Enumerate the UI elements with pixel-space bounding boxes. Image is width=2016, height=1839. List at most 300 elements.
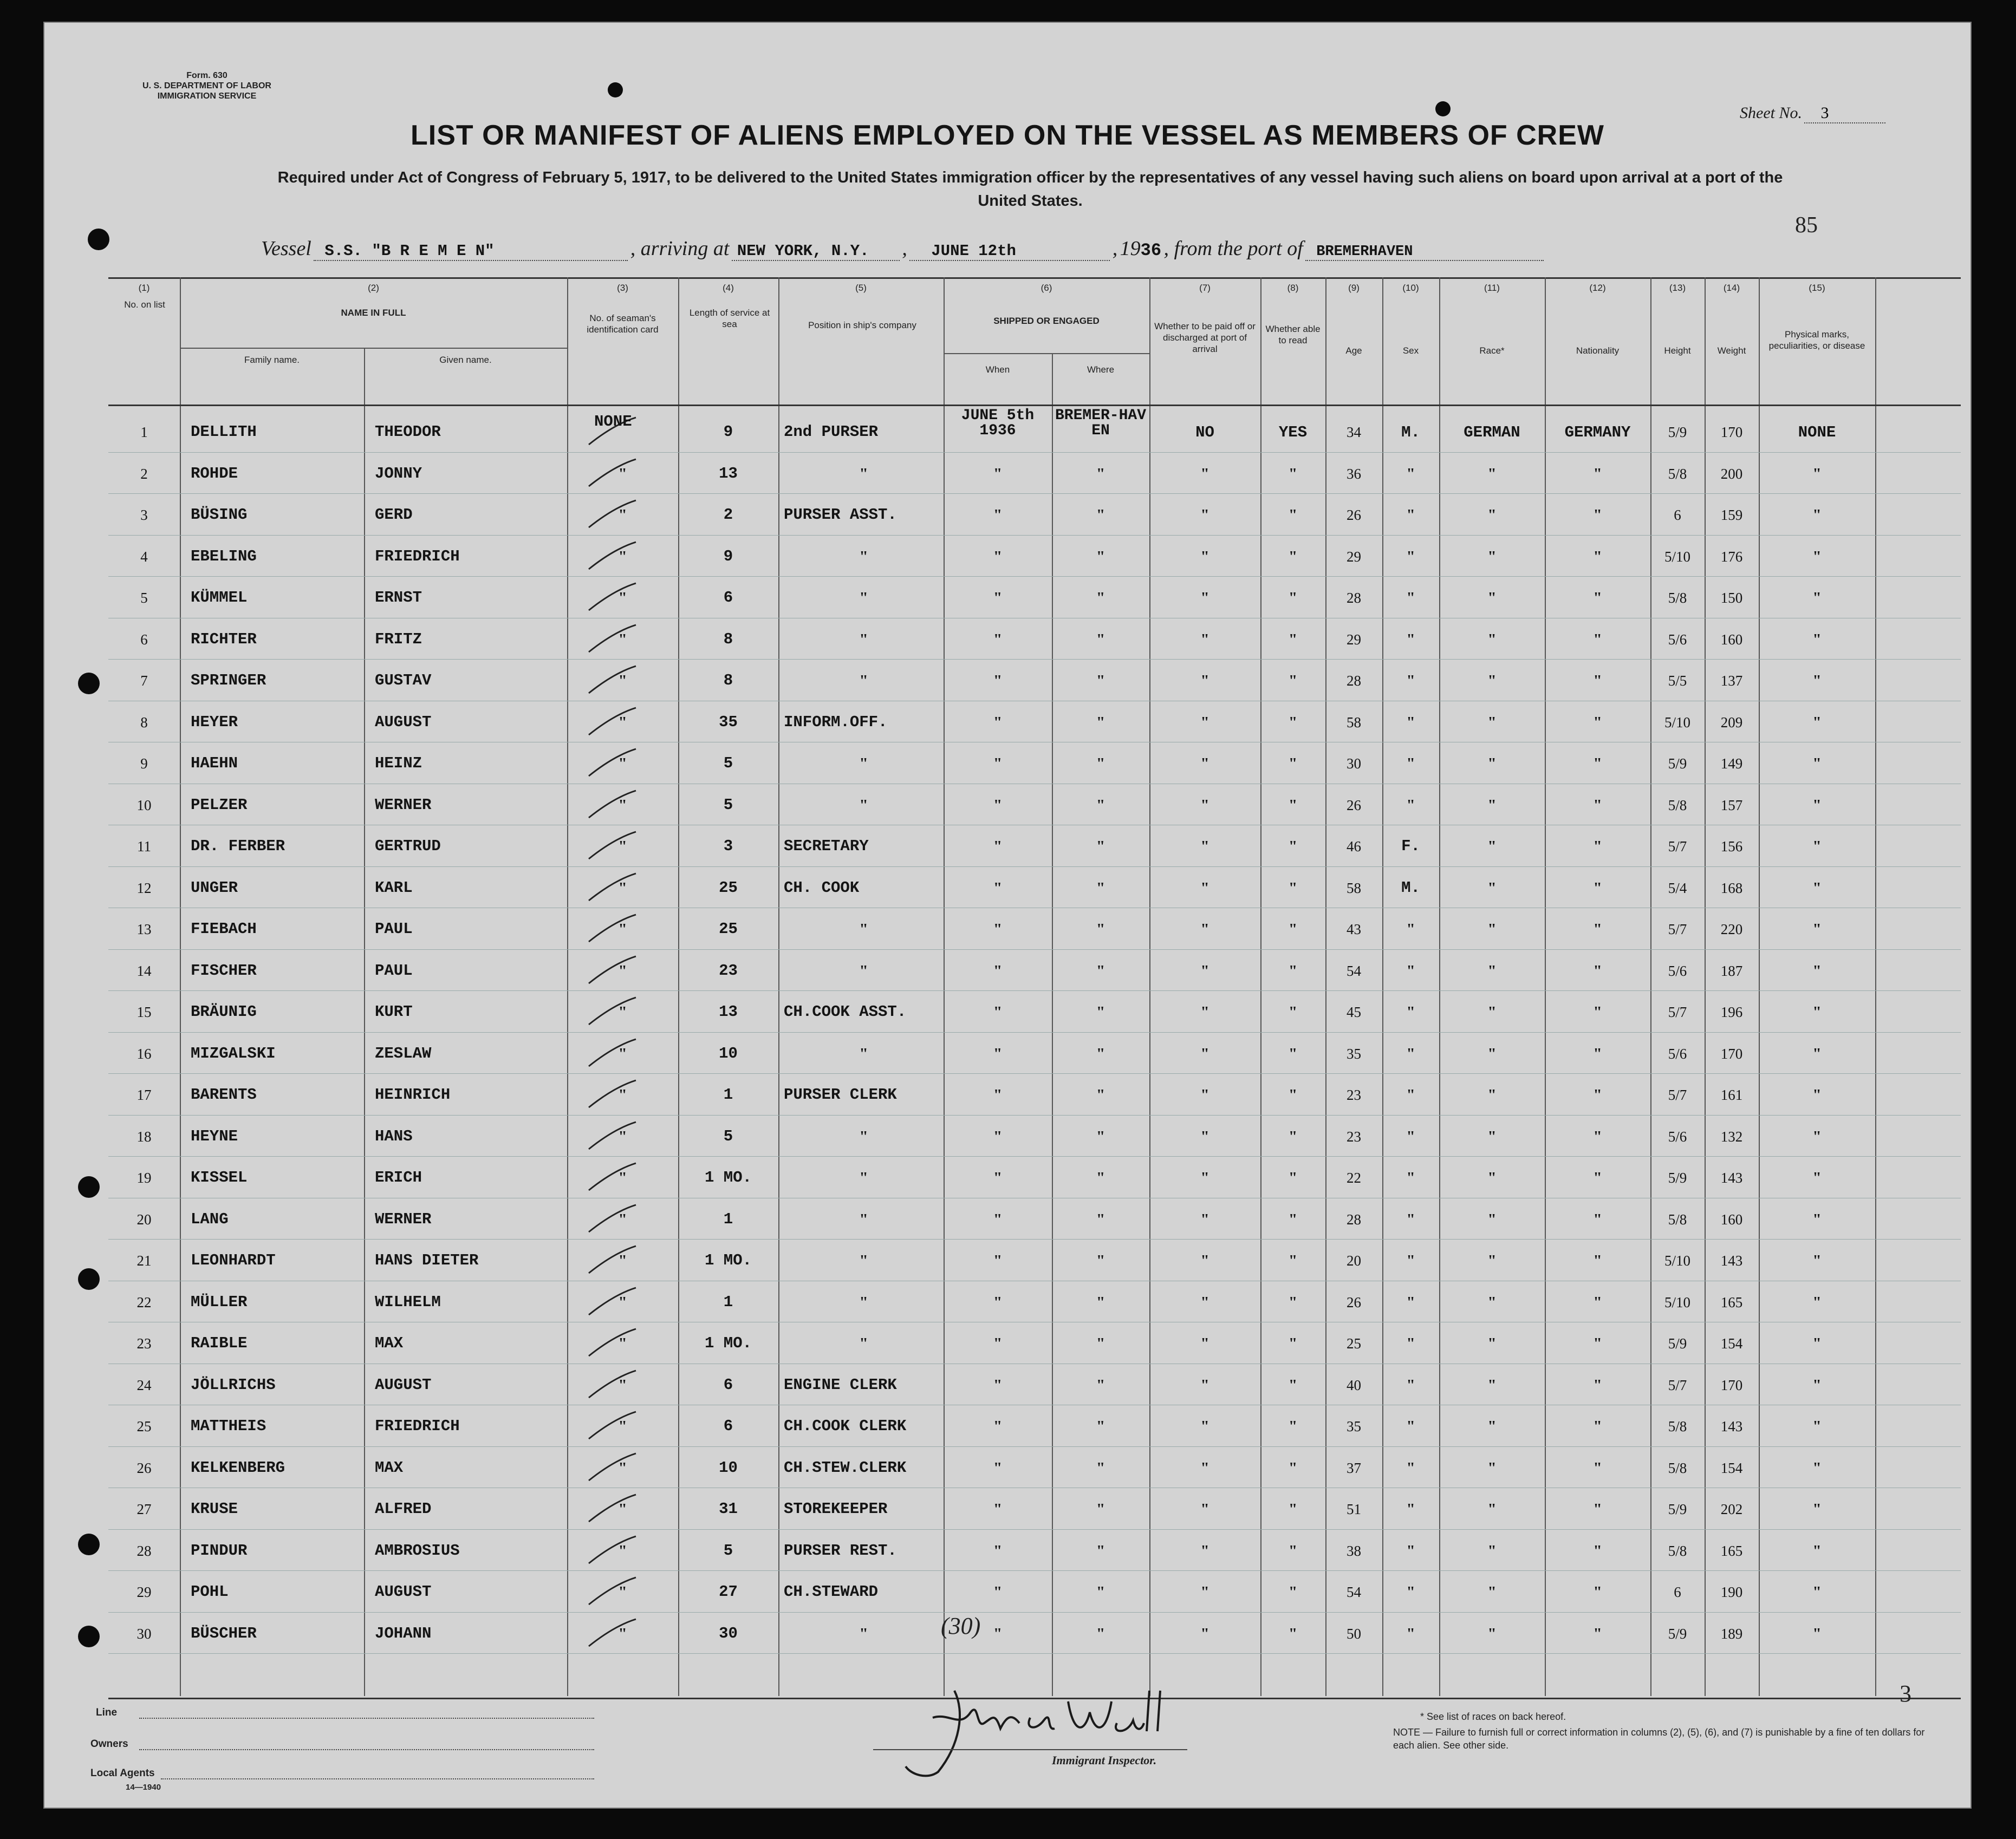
ditto-mark: " (1096, 879, 1105, 897)
cell-age: 26 (1347, 1294, 1361, 1310)
table-row (44, 1033, 1897, 1074)
ditto-mark: " (993, 1169, 1003, 1186)
cell-weight: 160 (1720, 631, 1743, 648)
ditto-mark: " (1200, 1376, 1209, 1394)
ditto-mark: " (1406, 1418, 1415, 1435)
check-mark (586, 1285, 640, 1318)
ditto-mark: " (1288, 1501, 1298, 1518)
ditto-mark: " (618, 1252, 627, 1269)
cell-position: " (859, 1169, 868, 1186)
cell-service: 35 (719, 713, 738, 731)
ditto-mark: " (1487, 755, 1497, 772)
ditto-mark: " (1487, 1583, 1497, 1601)
ditto-mark: " (1406, 962, 1415, 980)
ditto-mark: " (1406, 1625, 1415, 1642)
ditto-mark: " (1593, 465, 1602, 482)
ditto-mark: " (1096, 672, 1105, 689)
table-row (44, 1323, 1897, 1364)
ditto-mark: " (1200, 1045, 1209, 1062)
cell-given: HEINRICH (375, 1086, 451, 1104)
ditto-mark: " (1200, 879, 1209, 897)
ditto-mark: " (1200, 547, 1209, 565)
ditto-mark: " (1200, 838, 1209, 855)
cell-height: 5/8 (1668, 465, 1687, 482)
vessel-line: Vessel S.S. "B R E M E N" , arriving at NEW YORK, N.Y. , JUNE 12th , 1936 , from the port of BREMERHAVEN (261, 237, 1886, 269)
ditto-mark: " (1487, 1086, 1497, 1104)
ditto-mark: " (1406, 547, 1415, 565)
ditto-mark: " (993, 838, 1003, 855)
ditto-mark: " (618, 1169, 627, 1186)
ditto-mark: " (1593, 1459, 1602, 1477)
ditto-mark: " (1200, 672, 1209, 689)
check-mark (586, 1119, 640, 1152)
cell-weight: 132 (1720, 1128, 1743, 1145)
manifest-sheet: Form. 630 U. S. DEPARTMENT OF LABOR IMMIGRATION SERVICE Sheet No. 3 LIST OR MANIFEST OF ALIENS EMPLOYED ON THE VESSEL AS MEMBERS OF CREW Required under Act of Congress of February 5, 1917, to be delivered to the United States immigration officer by the representatives of any vessel having such aliens on board upon arrival at a port of the United States. 85 Vessel S.S. "B R E M E N" , arriving at NEW YORK, N.Y. , JUNE 12th , 1936 , from the port of BREMERHAVEN (1) (2) (3) (4) (5) (6) (7) (8) (9) (10) (11) (12) (13) (14) (15) No. on list NAME IN FULL Family name. Given name. No. of seaman's identification card Length of service at sea Position in ship's company SHIPPED OR ENGAGED When Where Whether to be paid off or discharged at port of arrival Whether able to read Age Sex Race* Nationality Height Weight Physical marks, peculiarities, or disease 1 DELLITH THEODOR 9 2nd PURSER 34 5/9 170 2 ROHDE JONNY 13 " 36 5/8 200 " " " " " " " " " 3 BÜSING GERD 2 PURSER ASST. 26 6 159 " " " " " " " " " 4 EBELING FRIEDRICH 9 " 29 5/10 176 " " " " " " " " " 5 KÜMMEL ERNST 6 " 28 5/8 150 " " " " " " " " " 6 RICHTER FRITZ 8 " 29 5/6 160 " " " " " " " " " 7 SPRINGER GUSTAV 8 " 28 5/5 137 " " " " " " " " " 8 HEYER AUGUST 35 INFORM.OFF. 58 5/10 209 " " " " " " " " " 9 HAEHN HEINZ 5 " 30 5/9 149 " " " " " " " " " 10 PELZER WERNER 5 " 26 5/8 157 " " " " " " " " " 11 DR. FERBER GERTRUD 3 SECRETARY 46 F. 5/7 156 " " " " " " " " 12 UNGER KARL 25 CH. COOK 58 M. 5/4 168 " " " " " " " " 13 FIEBACH PAUL 25 " 43 5/7 220 " " " " " " " " " 14 FISCHER PAUL 23 " 54 5/6 187 " " " " " " " " " 15 BRÄUNIG KURT 13 CH.COOK ASST. 45 5/7 196 " " " " " " " " " 16 MIZGALSKI ZESLAW 10 " 35 5/6 170 " " " " " " " " " 17 BARENTS HEINRICH 1 PURSER CLERK 23 5/7 161 " " " " " " " " " 18 HEYNE HANS 5 " 23 5/6 132 " " " " " " " " " 19 KISSEL ERICH 1 MO. " 22 5/9 143 " " " " " " " " " 20 LANG WERNER 1 " 28 5/8 160 " " " " " " " " " 21 LEONHARDT HANS DIETER 1 MO. " 20 5/10 143 " " " " " " " " " 22 MÜLLER WILHELM 1 " 26 5/10 165 " " " " " " " " " 23 RAIBLE MAX 1 MO. " 25 5/9 154 " " " " " " " " " 24 JÖLLRICHS AUGUST 6 ENGINE CLERK 40 5/7 170 " " " " " " " " " 25 MATTHEIS FRIEDRICH 6 CH.COOK CLERK 35 5/8 143 " " " " " " " " " 26 KELKENBERG MAX 10 CH.STEW.CLERK 37 5/8 154 " " " " " " " " " 27 KRUSE ALFRED 31 STOREKEEPER 51 5/9 202 " " " " " " " " " 28 PINDUR AMBROSIUS 5 PURSER REST. 38 5/8 165 " " " " " " " " " 29 POHL AUGUST 27 CH.STEWARD 54 6 190 " " " " " " " " " 30 BÜSCHER JOHANN 30 " 50 5/9 189 " " " " " " " " " NONE JUNE 5th 1936 BREMER-HAVEN NO YES M. GERMAN GERMANY NONE (30) Line Owners Local Agents 14—1940 Immigrant Inspector. * See list of races on back hereof. NOTE — Failure to furnish full or correct information in columns (2), (5), (6), and (7) is punishable by a fine of ten dollars for each alien. See other side. 3 (43, 22, 1972, 1809)
cell-given: JONNY (375, 464, 422, 482)
row1-race: GERMAN (1464, 423, 1520, 441)
ditto-mark: " (618, 1335, 627, 1352)
ditto-mark: " (1288, 1625, 1298, 1642)
col-able-read: Whether able to read (1265, 324, 1321, 345)
cell-service: 30 (719, 1624, 738, 1642)
cell-age: 26 (1347, 507, 1361, 523)
ditto-mark: " (1812, 1086, 1822, 1104)
ditto-mark: " (1288, 672, 1298, 689)
ditto-mark: " (1812, 465, 1822, 482)
ditto-mark: " (1096, 1045, 1105, 1062)
cell-family: FIEBACH (191, 920, 257, 938)
ditto-mark: " (993, 1252, 1003, 1269)
ditto-mark: " (1096, 1542, 1105, 1560)
ditto-mark: " (618, 1418, 627, 1435)
cell-family: KISSEL (191, 1169, 248, 1186)
ditto-mark: " (993, 589, 1003, 607)
cell-n: 26 (136, 1459, 152, 1476)
ditto-mark: " (1288, 1003, 1298, 1021)
cell-position: " (859, 962, 868, 980)
cell-weight: 157 (1720, 797, 1743, 813)
ditto-mark: " (1593, 1210, 1602, 1228)
ditto-mark: " (993, 879, 1003, 897)
ditto-mark: " (1812, 838, 1822, 855)
ditto-mark: " (1200, 1542, 1209, 1560)
ditto-mark: " (618, 1003, 627, 1021)
cell-position: " (859, 1625, 868, 1642)
cell-height: 5/7 (1668, 1087, 1687, 1103)
ditto-mark: " (993, 1335, 1003, 1352)
cell-height: 5/8 (1668, 797, 1687, 813)
cell-position: " (859, 1335, 868, 1352)
ditto-mark: " (993, 506, 1003, 524)
ditto-mark: " (1200, 1252, 1209, 1269)
ditto-mark: " (1096, 630, 1105, 648)
row1-nationality: GERMANY (1564, 423, 1631, 441)
cell-service: 1 (723, 1210, 733, 1228)
cell-given: FRIEDRICH (375, 1417, 460, 1435)
ditto-mark: " (618, 1583, 627, 1601)
ditto-mark: " (1096, 506, 1105, 524)
ditto-mark: " (1096, 1210, 1105, 1228)
ditto-mark: " (1487, 921, 1497, 938)
ditto-mark: " (1593, 506, 1602, 524)
ditto-mark: " (1406, 1501, 1415, 1518)
cell-given: PAUL (375, 920, 413, 938)
cell-height: 5/9 (1668, 755, 1687, 772)
cell-family: MIZGALSKI (191, 1044, 276, 1062)
cell-weight: 220 (1720, 921, 1743, 937)
check-mark (586, 457, 640, 489)
cell-position: CH.COOK ASST. (784, 1003, 907, 1021)
handwritten-page-number: 85 (1795, 213, 1818, 238)
ditto-mark: " (1288, 1127, 1298, 1145)
cell-height: 5/8 (1668, 1542, 1687, 1559)
cell-age: 58 (1347, 879, 1361, 896)
cell-weight: 170 (1720, 1377, 1743, 1393)
ditto-mark: " (618, 1376, 627, 1394)
row1-where: BREMER-HAVEN (1055, 407, 1147, 439)
table-row (44, 536, 1897, 577)
cell-height: 5/9 (1668, 1625, 1687, 1642)
ditto-mark: " (1593, 796, 1602, 814)
cell-sex: M. (1401, 878, 1420, 897)
cell-age: 28 (1347, 673, 1361, 689)
cell-weight: 150 (1720, 590, 1743, 606)
ditto-mark: " (1200, 1583, 1209, 1601)
cell-service: 9 (723, 547, 733, 565)
cell-weight: 176 (1720, 548, 1743, 565)
check-mark (586, 705, 640, 738)
ditto-mark: " (1200, 1210, 1209, 1228)
row1-when: JUNE 5th 1936 (961, 407, 1035, 439)
ditto-mark: " (1487, 1003, 1497, 1021)
cell-service: 5 (723, 795, 733, 814)
cell-given: ALFRED (375, 1500, 432, 1518)
cell-given: AMBROSIUS (375, 1541, 460, 1560)
ditto-mark: " (1406, 1003, 1415, 1021)
ditto-mark: " (1487, 962, 1497, 980)
cell-height: 5/10 (1664, 1253, 1690, 1269)
ditto-mark: " (1487, 1335, 1497, 1352)
cell-weight: 154 (1720, 1335, 1743, 1352)
ditto-mark: " (1812, 1542, 1822, 1560)
ditto-mark: " (618, 755, 627, 772)
cell-n: 24 (136, 1377, 152, 1393)
ditto-mark: " (1096, 465, 1105, 482)
cell-service: 3 (723, 837, 733, 855)
footer-owners-label: Owners (90, 1738, 128, 1750)
cell-height: 5/5 (1668, 673, 1687, 689)
cell-age: 23 (1347, 1087, 1361, 1103)
cell-given: HANS (375, 1127, 413, 1145)
from-label: , from the port of (1163, 237, 1303, 260)
ditto-mark: " (1096, 1169, 1105, 1186)
check-mark (586, 1409, 640, 1442)
check-mark (586, 663, 640, 696)
vessel-name: S.S. "B R E M E N" (314, 242, 628, 261)
cell-n: 22 (136, 1294, 152, 1310)
cell-family: KÜMMEL (191, 589, 248, 607)
cell-n: 20 (136, 1211, 152, 1228)
cell-family: KRUSE (191, 1500, 238, 1518)
ditto-mark: " (1406, 1045, 1415, 1062)
corner-mark: 3 (1900, 1680, 1911, 1707)
ditto-mark: " (1288, 589, 1298, 607)
col-name-in-full: NAME IN FULL (341, 308, 406, 318)
cell-n: 30 (136, 1625, 152, 1642)
cell-given: AUGUST (375, 1375, 432, 1394)
table-row (44, 992, 1897, 1033)
ditto-mark: " (1096, 1003, 1105, 1021)
check-mark (586, 1078, 640, 1110)
ditto-mark: " (1096, 838, 1105, 855)
cell-given: HEINZ (375, 754, 422, 772)
ditto-mark: " (1593, 1252, 1602, 1269)
ditto-mark: " (1812, 1169, 1822, 1186)
cell-given: ZESLAW (375, 1044, 432, 1062)
cell-age: 46 (1347, 838, 1361, 855)
ditto-mark: " (1288, 1293, 1298, 1311)
ditto-mark: " (1406, 672, 1415, 689)
ditto-mark: " (1288, 1169, 1298, 1186)
ditto-mark: " (1096, 755, 1105, 772)
ditto-mark: " (1200, 465, 1209, 482)
ditto-mark: " (1593, 1003, 1602, 1021)
ditto-mark: " (1200, 713, 1209, 731)
ditto-mark: " (618, 547, 627, 565)
cell-given: MAX (375, 1334, 404, 1352)
col-paid-off: Whether to be paid off or discharged at port of arrival (1154, 321, 1256, 354)
ditto-mark: " (993, 1583, 1003, 1601)
cell-n: 16 (136, 1045, 152, 1062)
cell-age: 28 (1347, 590, 1361, 606)
ditto-mark: " (618, 962, 627, 980)
ditto-mark: " (1288, 1542, 1298, 1560)
cell-given: MAX (375, 1458, 404, 1477)
cell-given: ERNST (375, 589, 422, 607)
cell-family: BÜSCHER (191, 1624, 257, 1642)
ditto-mark: " (1812, 1459, 1822, 1477)
cell-age: 58 (1347, 714, 1361, 731)
cell-age: 20 (1347, 1253, 1361, 1269)
table-row (44, 1240, 1897, 1281)
ditto-mark: " (1096, 796, 1105, 814)
ditto-mark: " (1200, 506, 1209, 524)
table-row (44, 743, 1897, 784)
ditto-mark: " (993, 1086, 1003, 1104)
cell-given: WERNER (375, 1210, 432, 1228)
ditto-mark: " (618, 1501, 627, 1518)
ditto-mark: " (1406, 921, 1415, 938)
ditto-mark: " (1812, 1252, 1822, 1269)
ditto-mark: " (1812, 713, 1822, 731)
cell-position: " (859, 796, 868, 814)
ditto-mark: " (618, 630, 627, 648)
cell-n: 15 (136, 1004, 152, 1020)
ditto-mark: " (1812, 879, 1822, 897)
ditto-mark: " (1406, 1210, 1415, 1228)
ditto-mark: " (1288, 465, 1298, 482)
check-mark (586, 1036, 640, 1069)
ditto-mark: " (1487, 838, 1497, 855)
check-mark (586, 1616, 640, 1649)
ditto-mark: " (993, 1127, 1003, 1145)
table-row (44, 1571, 1897, 1613)
table-row (44, 785, 1897, 826)
ditto-mark: " (993, 962, 1003, 980)
footer-local-agents-label: Local Agents (90, 1768, 155, 1779)
ditto-mark: " (1812, 1625, 1822, 1642)
ditto-mark: " (1096, 547, 1105, 565)
ditto-mark: " (1406, 1335, 1415, 1352)
cell-weight: 149 (1720, 755, 1743, 772)
ditto-mark: " (1487, 796, 1497, 814)
cell-height: 5/6 (1668, 1128, 1687, 1145)
ditto-mark: " (1593, 630, 1602, 648)
cell-given: WILHELM (375, 1293, 441, 1311)
cell-service: 10 (719, 1458, 738, 1477)
ditto-mark: " (1487, 1252, 1497, 1269)
ditto-mark: " (618, 1459, 627, 1477)
cell-given: FRIEDRICH (375, 547, 460, 565)
check-mark (586, 581, 640, 613)
cell-height: 5/9 (1668, 1170, 1687, 1186)
cell-height: 5/7 (1668, 921, 1687, 937)
ditto-mark: " (993, 465, 1003, 482)
ditto-mark: " (618, 465, 627, 482)
ditto-mark: " (1096, 1501, 1105, 1518)
col-height: Height (1664, 345, 1691, 356)
year-prefix: 19 (1120, 237, 1141, 260)
ditto-mark: " (1288, 1045, 1298, 1062)
ditto-mark: " (1487, 1542, 1497, 1560)
cell-age: 40 (1347, 1377, 1361, 1393)
cell-position: " (859, 1210, 868, 1228)
cell-family: POHL (191, 1583, 229, 1601)
ditto-mark: " (1487, 1376, 1497, 1394)
table-row (44, 702, 1897, 743)
ditto-mark: " (1288, 1210, 1298, 1228)
ditto-mark: " (1593, 1542, 1602, 1560)
cell-service: 1 MO. (704, 1334, 752, 1352)
ditto-mark: " (618, 838, 627, 855)
ditto-mark: " (1200, 589, 1209, 607)
cell-n: 21 (136, 1253, 152, 1269)
ditto-mark: " (993, 1376, 1003, 1394)
ditto-mark: " (1487, 1210, 1497, 1228)
ditto-mark: " (1487, 1625, 1497, 1642)
ditto-mark: " (618, 713, 627, 731)
table-row (44, 1530, 1897, 1571)
ditto-mark: " (1406, 1252, 1415, 1269)
ditto-mark: " (993, 1045, 1003, 1062)
ditto-mark: " (1288, 713, 1298, 731)
cell-n: 11 (137, 838, 151, 855)
form-number: Form. 630 (186, 71, 227, 80)
cell-height: 5/9 (1668, 1335, 1687, 1352)
ditto-mark: " (993, 1459, 1003, 1477)
form-header (126, 70, 288, 101)
ditto-mark: " (618, 1542, 627, 1560)
cell-age: 28 (1347, 1211, 1361, 1228)
cell-position: " (859, 589, 868, 607)
cell-given: WERNER (375, 795, 432, 814)
ditto-mark: " (1406, 713, 1415, 731)
ditto-mark: " (1096, 1086, 1105, 1104)
page-title: LIST OR MANIFEST OF ALIENS EMPLOYED ON THE VESSEL AS MEMBERS OF CREW (411, 120, 1604, 151)
cell-n: 12 (136, 879, 152, 896)
table-row (44, 1157, 1897, 1198)
table-row (44, 868, 1897, 909)
cell-height: 5/8 (1668, 1459, 1687, 1476)
cell-given: GERTRUD (375, 837, 441, 855)
ditto-mark: " (1812, 796, 1822, 814)
cell-height: 5/9 (1668, 424, 1687, 440)
table-row (44, 826, 1897, 867)
ditto-mark: " (1288, 921, 1298, 938)
ditto-mark: " (618, 506, 627, 524)
cell-age: 25 (1347, 1335, 1361, 1352)
cell-service: 2 (723, 506, 733, 524)
table-row (44, 1199, 1897, 1240)
ditto-mark: " (1812, 1501, 1822, 1518)
ditto-mark: " (1593, 1086, 1602, 1104)
ditto-mark: " (1288, 1335, 1298, 1352)
ditto-mark: " (1096, 1583, 1105, 1601)
cell-position: " (859, 630, 868, 648)
table-row (44, 909, 1897, 950)
ditto-mark: " (1288, 1459, 1298, 1477)
ditto-mark: " (618, 672, 627, 689)
ditto-mark: " (618, 796, 627, 814)
cell-age: 50 (1347, 1625, 1361, 1642)
col-length-service: Length of service at sea (689, 308, 770, 329)
cell-family: DELLITH (191, 423, 257, 441)
cell-family: HAEHN (191, 754, 238, 772)
check-mark (586, 829, 640, 862)
cell-height: 6 (1674, 507, 1681, 523)
cell-given: FRITZ (375, 630, 422, 648)
cell-family: BÜSING (191, 506, 248, 524)
ditto-mark: " (1288, 879, 1298, 897)
cell-position: " (859, 1293, 868, 1311)
cell-position: CH.COOK CLERK (784, 1417, 907, 1435)
cell-age: 43 (1347, 921, 1361, 937)
ditto-mark: " (1487, 713, 1497, 731)
cell-family: LEONHARDT (191, 1251, 276, 1269)
ditto-mark: " (1200, 755, 1209, 772)
row1-id-card: NONE (594, 413, 632, 431)
ditto-mark: " (1487, 1418, 1497, 1435)
ditto-mark: " (1288, 755, 1298, 772)
cell-age: 37 (1347, 1459, 1361, 1476)
table-row (44, 1282, 1897, 1323)
cell-age: 29 (1347, 548, 1361, 565)
cell-n: 7 (140, 673, 148, 689)
cell-weight: 189 (1720, 1625, 1743, 1642)
ditto-mark: " (1593, 838, 1602, 855)
ditto-mark: " (618, 1086, 627, 1104)
arriving-port: NEW YORK, N.Y. (732, 242, 900, 261)
cell-n: 29 (136, 1584, 152, 1600)
check-mark (586, 498, 640, 530)
ditto-mark: " (1812, 1003, 1822, 1021)
cell-weight: 168 (1720, 879, 1743, 896)
cell-age: 36 (1347, 465, 1361, 482)
cell-given: PAUL (375, 961, 413, 980)
col-sex: Sex (1402, 345, 1419, 356)
ditto-mark: " (1487, 465, 1497, 482)
row1-paid-off: NO (1195, 423, 1214, 441)
